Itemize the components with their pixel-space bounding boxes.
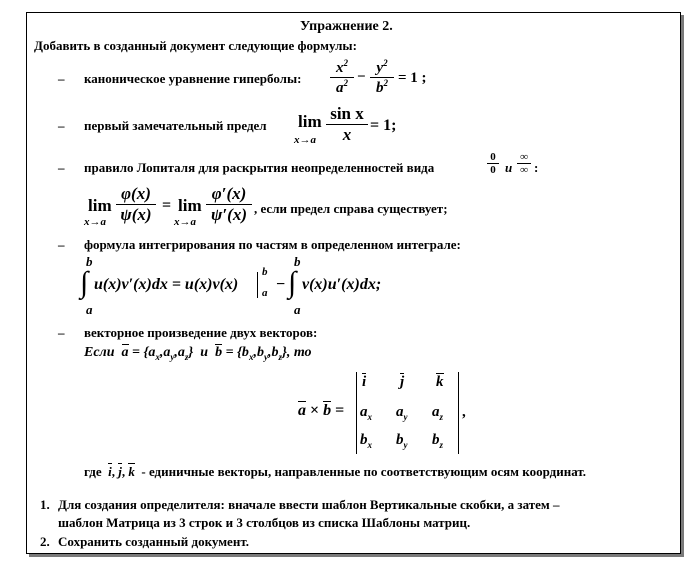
integral-expr1: u(x)v′(x)dx = u(x)v(x) (94, 276, 239, 293)
page-title: Упражнение 2. (300, 19, 393, 34)
vector-text: векторное произведение двух векторов: (84, 325, 318, 340)
matrix-bx: $b_x$ (360, 432, 372, 450)
determinant-right-bar (458, 372, 459, 454)
cross-expression: a × b = (298, 402, 345, 419)
lopital-lim-right: lim (178, 196, 202, 215)
integral2-upper: b (294, 254, 301, 269)
integral-eval-a: a (262, 287, 268, 299)
lopital-frac-left: $\frac{\varphi(x)}{\psi(x)}$ (116, 184, 156, 225)
integral-lower: a (86, 302, 93, 317)
matrix-comma: , (462, 404, 466, 420)
limit-sub: x→a (294, 134, 316, 146)
matrix-az: $a_z$ (432, 404, 444, 422)
lopital-tail: , если предел справа существует; (254, 201, 448, 216)
integral-expr2: v(x)u′(x)dx; (302, 276, 382, 293)
hyperbola-eq: = 1 ; (398, 70, 427, 86)
step-2-number: 2. (40, 534, 50, 549)
lopital-frac-inf: ∞ ∞ (517, 151, 531, 176)
limit-text: первый замечательный предел (84, 118, 267, 133)
determinant-left-bar (356, 372, 357, 454)
lopital-sub-right: x→a (174, 216, 196, 228)
lopital-sub-left: x→a (84, 216, 106, 228)
bullet-dash: – (58, 237, 65, 252)
matrix-ax: $a_x$ (360, 404, 372, 422)
vector-if-line: Если $a = \{a_x,a_y,a_z\}$ и $b = \{b_x,b_y,b_z\}$, то (84, 345, 312, 362)
integral-text: формула интегрирования по частям в определенном интеграле: (84, 237, 461, 252)
hyperbola-text: каноническое уравнение гиперболы: (84, 71, 302, 86)
step-2-line-1: Сохранить созданный документ. (58, 534, 249, 549)
lopital-frac-right: $\frac{\varphi'(x)}{\psi'(x)}$ (206, 184, 252, 225)
limit-eq: = 1; (370, 117, 397, 134)
step-1-line-1: Для создания определителя: вначале ввести шаблон Вертикальные скобки, а затем – (58, 497, 560, 512)
integral-minus: − (276, 276, 286, 293)
bullet-dash: – (58, 325, 65, 340)
matrix-k: k (436, 374, 444, 390)
step-1-number: 1. (40, 497, 50, 512)
matrix-i: i (362, 374, 367, 390)
eval-bar (257, 272, 258, 298)
matrix-ay: $a_y$ (396, 404, 408, 422)
lopital-eq: = (162, 197, 172, 214)
bullet-dash: – (58, 118, 65, 133)
integral2-lower: a (294, 302, 301, 317)
integral2-sign: ∫ (288, 266, 297, 299)
step-1-line-2: шаблон Матрица из 3 строк и 3 столбцов из списка Шаблоны матриц. (58, 515, 471, 530)
lopital-colon: : (534, 160, 539, 175)
hyperbola-minus: − (357, 69, 366, 85)
bullet-dash: – (58, 160, 65, 175)
integral-upper: b (86, 254, 93, 269)
bullet-dash: – (58, 71, 65, 86)
matrix-j: j (400, 374, 405, 390)
integral-sign: ∫ (80, 266, 89, 299)
integral-eval-b: b (262, 266, 268, 278)
limit-lim: lim (298, 112, 322, 131)
limit-frac: $\frac{\text{sin x}}{x}$ (326, 104, 368, 145)
intro-text: Добавить в созданный документ следующие формулы: (34, 38, 357, 53)
unit-vectors-note: где i, j, k - единичные векторы, направленные по соответствующим осям координат. (84, 464, 587, 479)
lopital-lim-left: lim (88, 196, 112, 215)
matrix-bz: $b_z$ (432, 432, 444, 450)
matrix-by: $b_y$ (396, 432, 408, 450)
hyperbola-frac-y: $\frac{y^2}{b^2}$ (370, 58, 394, 97)
lopital-and: и (505, 160, 513, 175)
lopital-frac-zero: $\frac{0}{0}$ (487, 151, 499, 176)
hyperbola-frac-x: $\frac{x^2}{a^2}$ (330, 58, 354, 97)
lopital-text: правило Лопиталя для раскрытия неопределенностей вида (84, 160, 435, 175)
